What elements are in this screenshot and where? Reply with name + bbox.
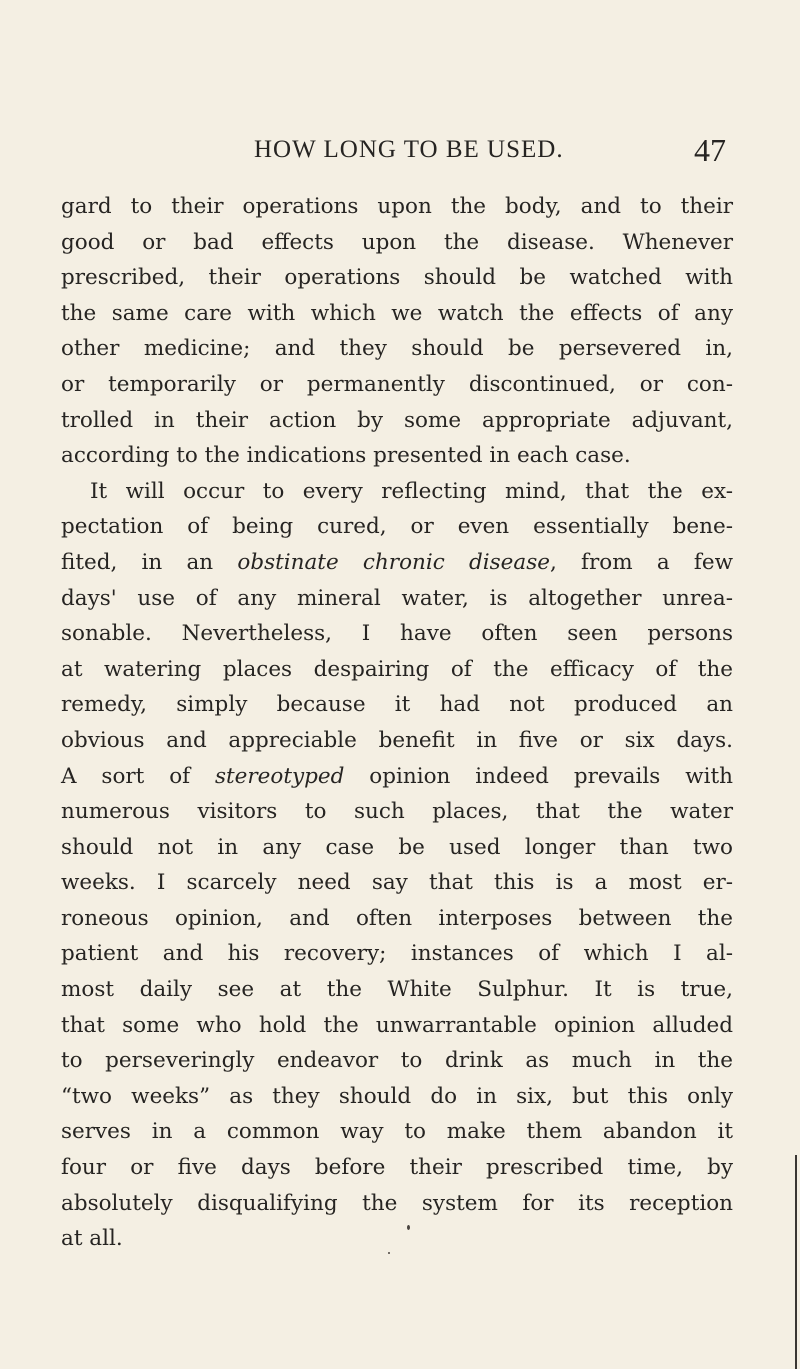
text-line: to perseveringly endeavor to drink as much in the — [61, 1048, 733, 1074]
text-line: gard to their operations upon the body, and to their — [61, 194, 733, 219]
text-line: roneous opinion, and often interposes between the — [61, 905, 733, 931]
text-line: pectation of being cured, or even essentially bene- — [61, 514, 733, 540]
text-run: opinion indeed prevails with — [344, 763, 733, 789]
text-line: serves in a common way to make them abandon it — [61, 1119, 733, 1145]
text-line: at watering places despairing of the efficacy of the — [61, 656, 733, 682]
emphasized-phrase: stereotyped — [214, 763, 345, 789]
running-head — [0, 132, 800, 176]
text-line: trolled in their action by some appropriate adjuvant, — [61, 407, 733, 433]
text-line: absolutely disqualifying the system for its reception — [61, 1190, 733, 1216]
body-text — [61, 189, 733, 1257]
text-line: sonable. Nevertheless, I have often seen persons — [61, 621, 733, 647]
paragraph-start-line: It will occur to every reflecting mind, that the ex- — [90, 478, 733, 504]
text-line: numerous visitors to such places, that the water — [61, 799, 733, 825]
text-line: that some who hold the unwarrantable opinion alluded — [61, 1012, 733, 1038]
running-title: HOW LONG TO BE USED. — [254, 136, 564, 163]
paragraph-end-line: at all. — [61, 1226, 123, 1252]
text-line: weeks. I scarcely need say that this is a most er- — [61, 870, 733, 896]
text-line: patient and his recovery; instances of which I al- — [61, 941, 733, 967]
text-line: should not in any case be used longer than two — [61, 834, 733, 860]
page-edge-line — [795, 1155, 797, 1369]
text-line: according to the indications presented in each case. — [61, 443, 631, 469]
text-line: other medicine; and they should be persevered in, — [61, 336, 733, 362]
text-run: A sort of — [61, 763, 215, 789]
text-line: the same care with which we watch the effects of any — [61, 300, 733, 326]
text-line: four or five days before their prescribed time, by — [61, 1155, 733, 1181]
text-line: remedy, simply because it had not produced an — [61, 692, 733, 718]
text-run: , from a few — [549, 549, 733, 575]
text-line-with-emphasis — [61, 545, 733, 581]
text-line: obvious and appreciable benefit in five or six days. — [61, 727, 733, 753]
ink-speck — [388, 1252, 390, 1254]
text-line-with-emphasis — [61, 759, 733, 795]
page-number: 47 — [694, 132, 726, 168]
text-line: days' use of any mineral water, is altogether unrea- — [61, 585, 733, 611]
text-line: or temporarily or permanently discontinued, or con- — [61, 371, 733, 397]
emphasized-phrase: obstinate chronic disease — [237, 549, 550, 575]
text-line: “two weeks” as they should do in six, but this only — [61, 1083, 733, 1109]
text-line: prescribed, their operations should be watched with — [61, 265, 733, 291]
text-line: most daily see at the White Sulphur. It is true, — [61, 977, 733, 1003]
text-run: fited, in an — [61, 549, 238, 575]
text-line: good or bad effects upon the disease. Whenever — [61, 229, 733, 255]
ink-speck — [407, 1225, 410, 1230]
